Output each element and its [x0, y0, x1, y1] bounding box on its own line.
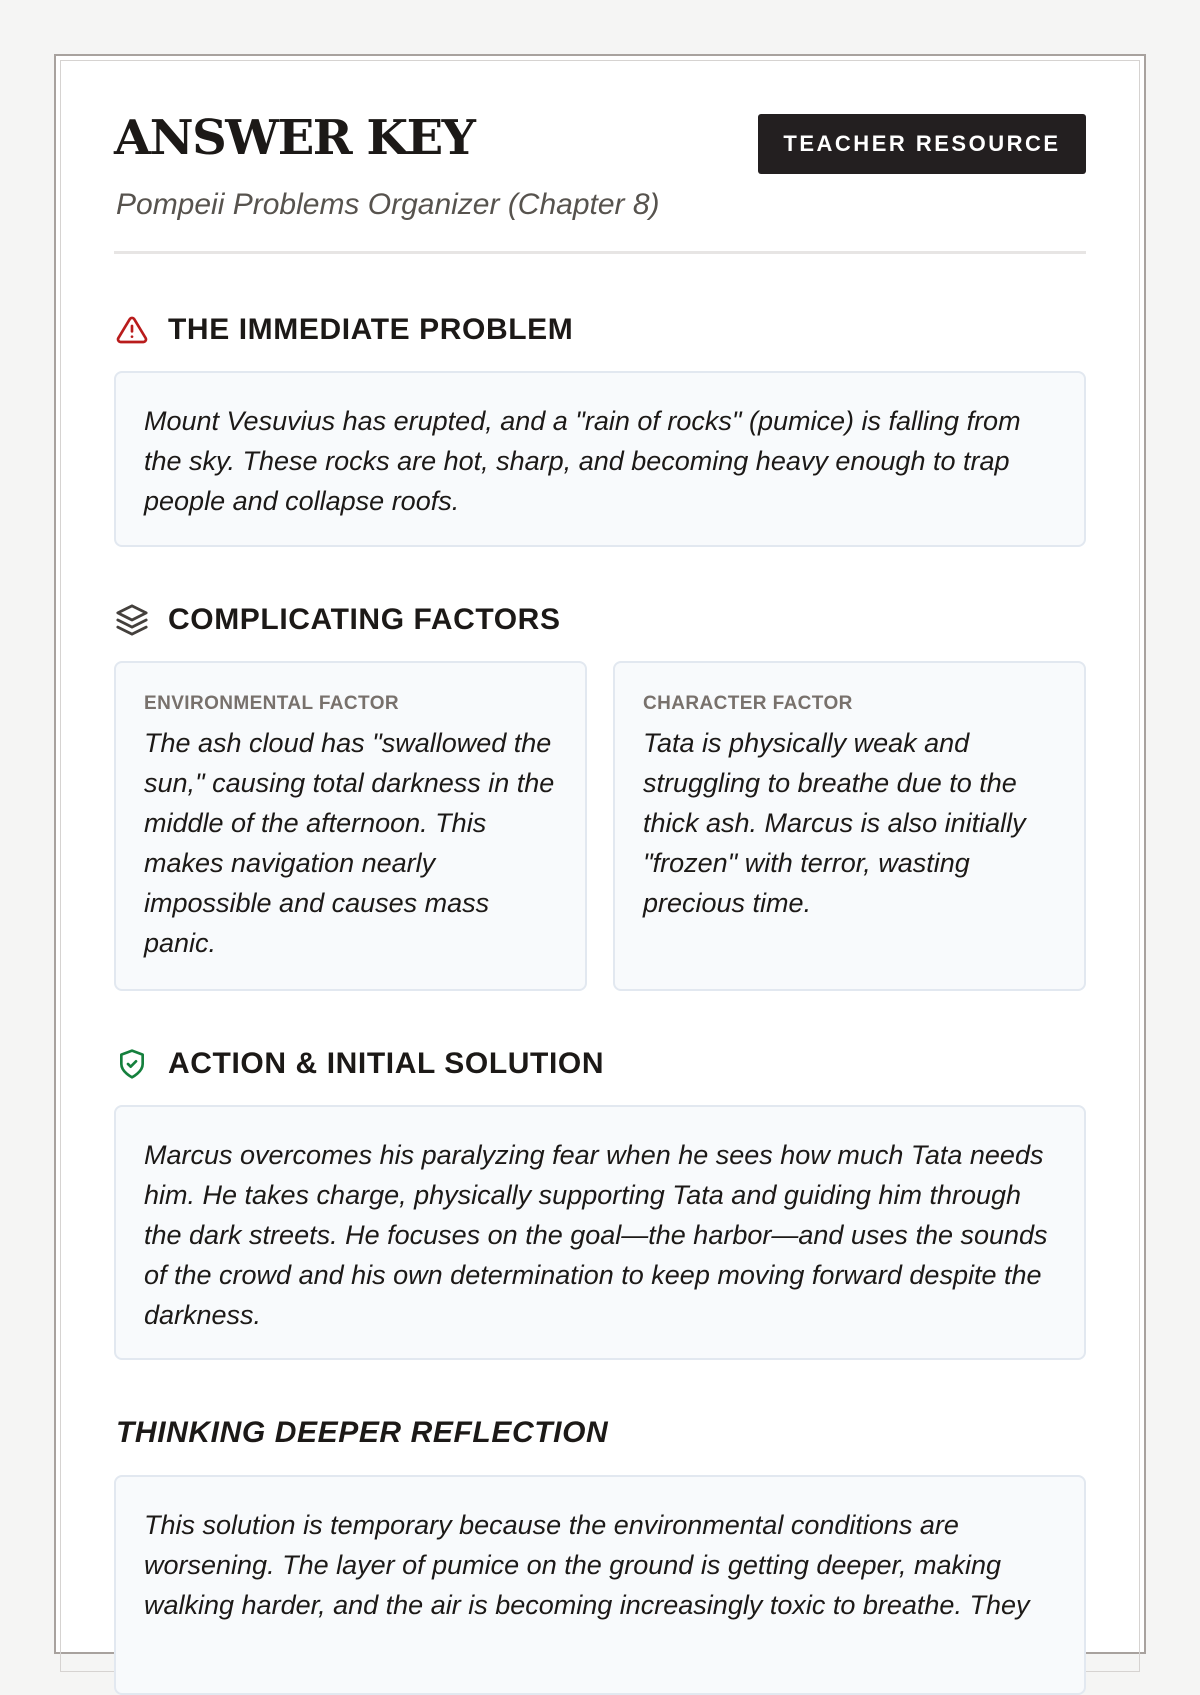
complicating-factors-title: COMPLICATING FACTORS	[168, 603, 561, 636]
immediate-problem-heading	[114, 312, 573, 348]
reflection-heading: THINKING DEEPER REFLECTION	[116, 1416, 609, 1449]
immediate-problem-text: Mount Vesuvius has erupted, and a "rain of rocks" (pumice) is falling from the sky. These rocks are hot, sharp, and becoming heavy enough to trap people and collapse roofs.	[144, 406, 1021, 516]
immediate-problem-title: THE IMMEDIATE PROBLEM	[168, 313, 574, 346]
action-solution-card	[114, 1105, 1086, 1360]
immediate-problem-card	[114, 371, 1086, 547]
teacher-resource-badge: TEACHER RESOURCE	[758, 114, 1086, 174]
environmental-factor-card	[114, 661, 587, 991]
character-factor-text: Tata is physically weak and struggling to breathe due to the thick ash. Marcus is also initially "frozen" with terror, wasting precious time.	[643, 728, 1026, 918]
answer-key-content	[114, 54, 1086, 1620]
layers-icon	[114, 602, 150, 638]
action-solution-text: Marcus overcomes his paralyzing fear when he sees how much Tata needs him. He takes charge, physically supporting Tata and guiding him through the dark streets. He focuses on the goal—the harbor—and uses the sounds of the crowd and his own determination to keep moving forward despite the darkness.	[144, 1140, 1048, 1330]
character-factor-card	[613, 661, 1086, 991]
environmental-factor-text: The ash cloud has "swallowed the sun," causing total darkness in the middle of the afternoon. This makes navigation nearly impossible and causes mass panic.	[144, 728, 555, 958]
reflection-text: This solution is temporary because the environmental conditions are worsening. The layer of pumice on the ground is getting deeper, making walking harder, and the air is becoming increasingly toxic to breathe. They	[144, 1510, 1030, 1620]
page-header	[114, 54, 1086, 254]
page-title: ANSWER KEY	[114, 110, 475, 166]
action-solution-title: ACTION & INITIAL SOLUTION	[168, 1047, 605, 1080]
action-solution-heading	[114, 1046, 604, 1082]
environmental-factor-label: ENVIRONMENTAL FACTOR	[144, 693, 400, 714]
complicating-factors-heading	[114, 602, 561, 638]
shield-check-icon	[114, 1046, 150, 1082]
reflection-card	[114, 1475, 1086, 1695]
warning-triangle-icon	[114, 312, 150, 348]
character-factor-label: CHARACTER FACTOR	[643, 693, 853, 714]
page-subtitle: Pompeii Problems Organizer (Chapter 8)	[116, 188, 660, 221]
